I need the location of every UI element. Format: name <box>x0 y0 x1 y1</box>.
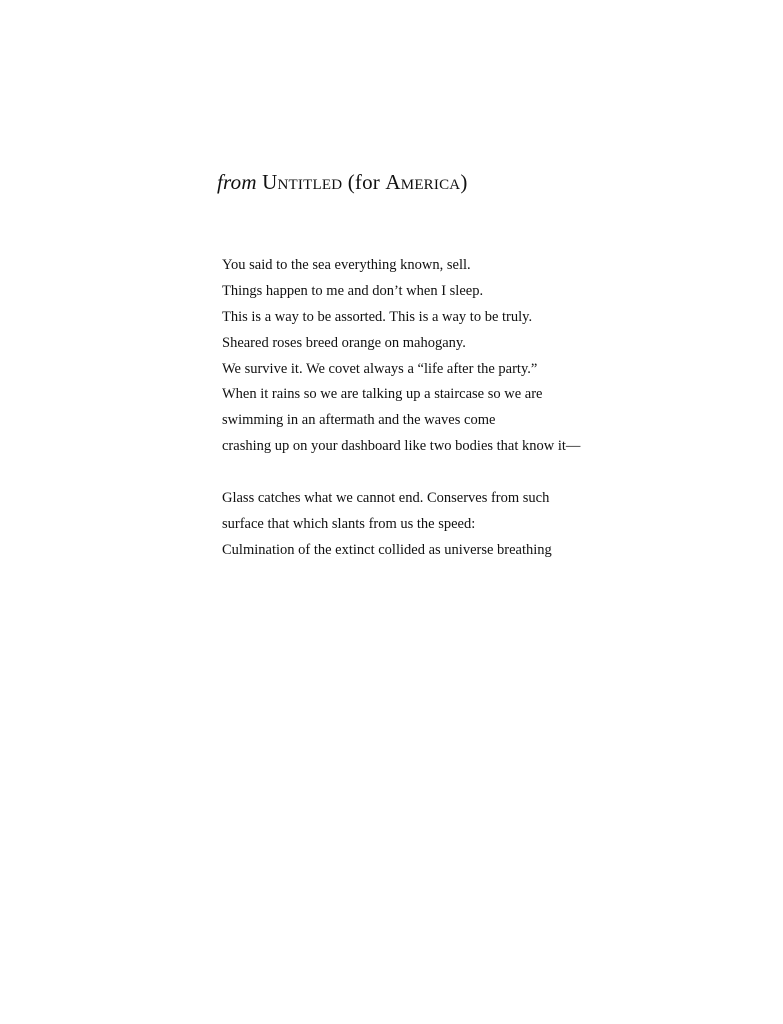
poem-line: You said to the sea everything known, sell. <box>222 257 471 273</box>
stanza-1 <box>222 253 742 460</box>
poem-line: Culmination of the extinct collided as universe breathing <box>222 541 552 558</box>
poem-line: crashing up on your dashboard like two bodies that know it— <box>222 438 581 455</box>
poem-line: surface that which slants from us the speed: <box>222 515 476 532</box>
poem-line: Things happen to me and don’t when I sleep. <box>222 282 484 299</box>
poem-line: Glass catches what we cannot end. Conserves from such <box>222 490 550 506</box>
title-main: Untitled <box>262 170 343 194</box>
stanza-2 <box>222 486 742 564</box>
poem-line: swimming in an aftermath and the waves come <box>222 412 496 429</box>
title-prefix: from <box>217 170 257 194</box>
poem-title <box>217 170 468 195</box>
poem-line: We survive it. We covet always a “life after the party.” <box>222 360 538 377</box>
poem-line: Sheared roses breed orange on mahogany. <box>222 334 466 351</box>
poem-line: This is a way to be assorted. This is a way to be truly. <box>222 308 533 325</box>
title-america: America <box>385 170 461 194</box>
poem-line: When it rains so we are talking up a staircase so we are <box>222 386 543 403</box>
title-paren-close: ) <box>460 170 468 194</box>
title-paren-open: (for <box>347 170 386 194</box>
